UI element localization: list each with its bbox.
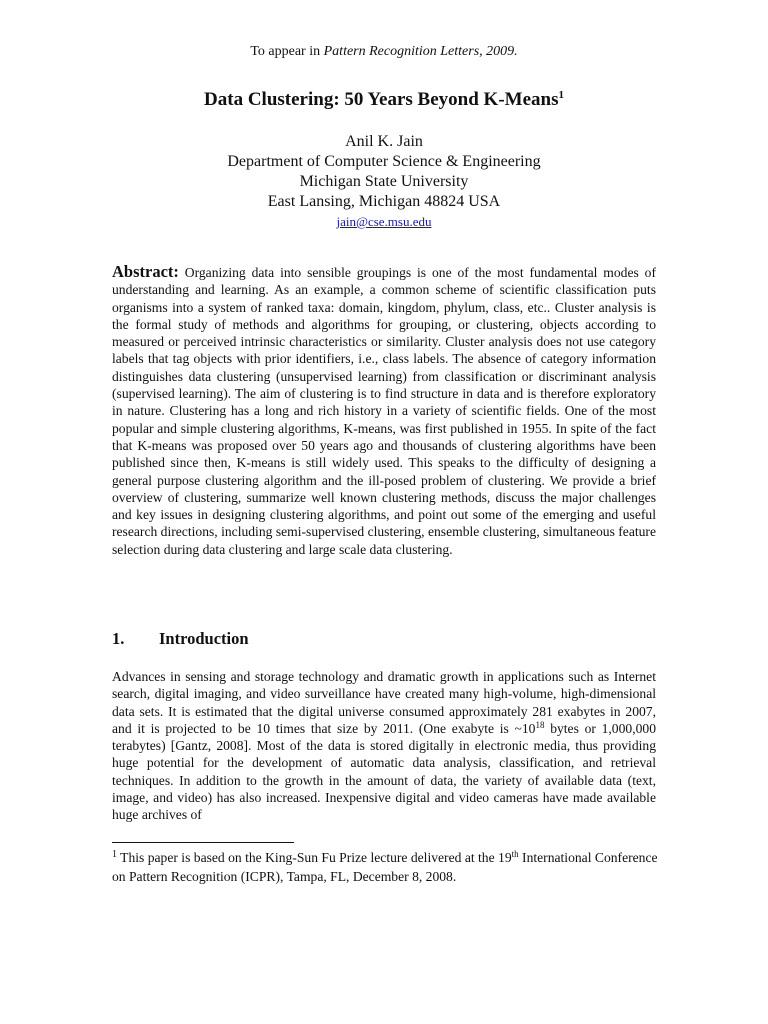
author-email-link[interactable]: jain@cse.msu.edu (336, 214, 432, 229)
footnote-text-part1: This paper is based on the King-Sun Fu Prize lecture delivered at the 19 (117, 850, 512, 865)
abstract (112, 263, 656, 558)
author-name: Anil K. Jain (345, 133, 423, 150)
footnote-divider (112, 842, 294, 843)
intro-exponent: 18 (535, 719, 545, 730)
abstract-text: Organizing data into sensible groupings is one of the most fundamental modes of understanding and learning. As an example, a common scheme of scientific classification puts organisms into a system of ranked taxa: domain, kingdom, phylum, class, etc.. Cluster analysis is the formal study of methods and algorithms for grouping, or clustering, objects according to measured or perceived intrinsic characteristics or similarity. Cluster analysis does not use category labels that tag objects with prior identifiers, i.e., class labels. The absence of category information distinguishes data clustering (unsupervised learning) from classification or discriminant analysis (supervised learning). The aim of clustering is to find structure in data and is therefore exploratory in nature. Clustering has a long and rich history in a variety of scientific fields. One of the most popular and simple clustering algorithms, K-means, was first published in 1955. In spite of the fact that K-means was proposed over 50 years ago and thousands of clustering algorithms have been published since then, K-means is still widely used. This speaks to the difficulty of designing a general purpose clustering algorithm and the ill-posed problem of clustering. We provide a brief overview of clustering, summarize well known clustering methods, discuss the major challenges and key issues in designing clustering algorithms, and point out some of the emerging and useful research directions, including semi-supervised clustering, ensemble clustering, simultaneous feature selection during data clustering and large scale data clustering. (112, 265, 656, 557)
venue-journal: Pattern Recognition Letters, 2009. (323, 44, 518, 59)
author-address: East Lansing, Michigan 48824 USA (267, 193, 501, 210)
footnote-text-part2: International Conference on Pattern Recognition (ICPR), Tampa, FL, December 8, 2008. (112, 850, 658, 884)
venue-prefix: To appear in (250, 44, 324, 59)
title-footnote-mark[interactable]: 1 (558, 89, 564, 101)
introduction-paragraph (112, 668, 656, 824)
footnote (112, 848, 660, 886)
paper-title (0, 89, 768, 111)
section-number: 1. (112, 629, 125, 648)
intro-text-part1: Advances in sensing and storage technology and dramatic growth in applications such as Internet search, digital imaging, and video surveillance have created many high-volume, high-dimensional data sets. It is estimated that the digital universe consumed approximately 281 exabytes in 2007, and it is projected to be 10 times that size by 2011. (One exabyte is ~10 (112, 669, 656, 736)
intro-text-part2: bytes or 1,000,000 terabytes) [Gantz, 2008]. Most of the data is stored digitally in electronic media, thus providing huge potential for the development of automatic data analysis, classification, and retrieval techniques. In addition to the growth in the amount of data, the variety of available data (text, image, and video) has also increased. Inexpensive digital and video cameras have made available huge archives of (112, 720, 656, 823)
section-title: Introduction (159, 629, 249, 648)
author-department: Department of Computer Science & Engineering (227, 153, 541, 170)
abstract-label: Abstract: (112, 262, 179, 281)
paper-title-text: Data Clustering: 50 Years Beyond K-Means (204, 89, 559, 110)
footnote-mark: 1 (112, 849, 117, 860)
author-university: Michigan State University (299, 173, 469, 190)
footnote-ordinal: th (511, 849, 519, 859)
venue-note (0, 44, 768, 60)
section-heading-introduction (112, 629, 249, 649)
author-block (0, 132, 768, 231)
